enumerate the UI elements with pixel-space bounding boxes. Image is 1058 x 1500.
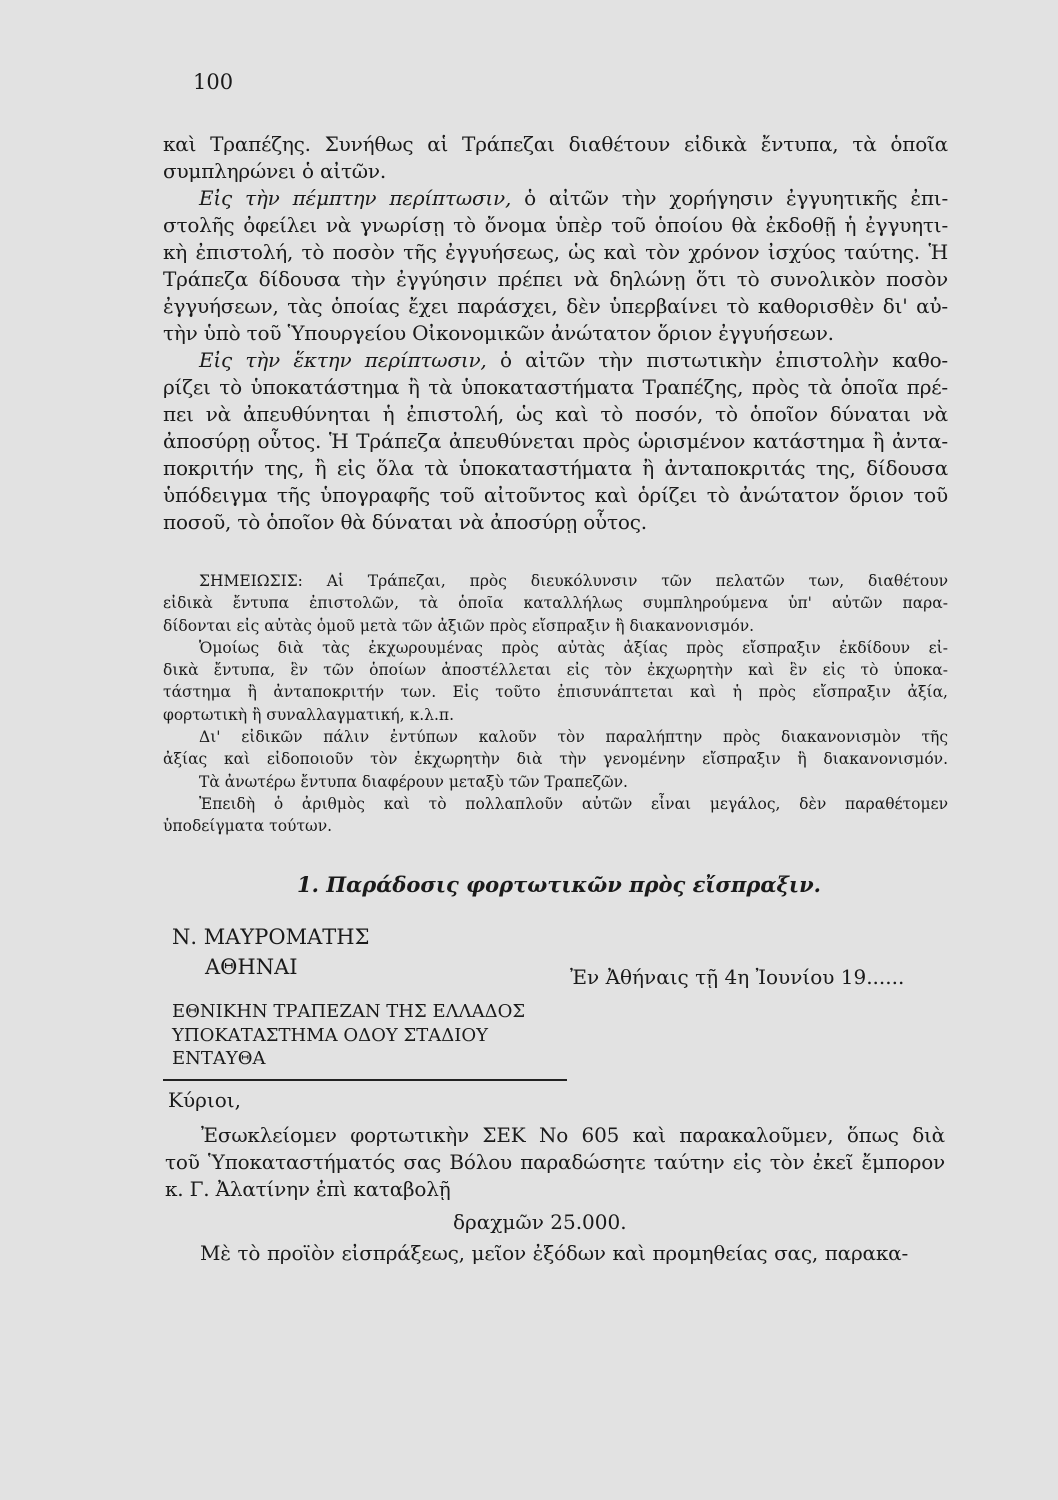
paragraph-intro xyxy=(163,131,948,536)
text-line: συμπληρώνει ὁ αἰτῶν. xyxy=(163,159,387,183)
text-line: κ. Γ. Ἀλατίνην ἐπὶ καταβολῇ xyxy=(165,1177,451,1201)
text-line: πει νὰ ἀπευθύνηται ἡ ἐπιστολή, ὡς καὶ τὸ ποσόν, τὸ ὁποῖον δύναται νὰ xyxy=(163,402,948,426)
text-line: ἀποσύρῃ οὗτος. Ἡ Τράπεζα ἀπευθύνεται πρὸς ὡρισμένον κατάστημα ἢ ἀντα- xyxy=(163,429,948,453)
note-line: Τὰ ἀνωτέρω ἔντυπα διαφέρουν μεταξὺ τῶν Τραπεζῶν. xyxy=(199,772,628,791)
text-line xyxy=(163,347,948,374)
text-line: στολῆς ὀφείλει νὰ γνωρίσῃ τὸ ὄνομα ὑπὲρ τοῦ ὁποίου θὰ ἐκδοθῇ ἡ ἐγγυητι- xyxy=(163,213,948,237)
note-line: Δι' εἰδικῶν πάλιν ἐντύπων καλοῦν τὸν παραλήπτην πρὸς διακανονισμὸν τῆς xyxy=(199,728,948,747)
note-line: Ἐπειδὴ ὁ ἀριθμὸς καὶ τὸ πολλαπλοῦν αὐτῶν εἶναι μεγάλος, δὲν παραθέτομεν xyxy=(199,794,948,813)
note-line: εἰδικὰ ἔντυπα ἐπιστολῶν, τὰ ὁποῖα καταλλήλως συμπληρούμενα ὑπ' αὐτῶν παρα- xyxy=(163,594,948,613)
letter-date: Ἐν Ἀθήναις τῇ 4η Ἰουνίου 19...... xyxy=(570,965,905,989)
note-line: τάστημα ἢ ἀνταποκριτήν των. Εἰς τοῦτο ἐπισυνάπτεται καὶ ἡ πρὸς εἴσπραξιν ἀξία, xyxy=(163,683,948,702)
sender-city: ΑΘΗΝΑΙ xyxy=(205,955,298,979)
note-line: ὑποδείγματα τούτων. xyxy=(163,817,333,836)
notes-section xyxy=(163,570,948,838)
recipient-line: ΕΘΝΙΚΗΝ ΤΡΑΠΕΖΑΝ ΤΗΣ ΕΛΛΑΔΟΣ xyxy=(172,1001,526,1022)
text-line: τοῦ Ὑποκαταστήματός σας Βόλου παραδώσητε ταύτην εἰς τὸν ἐκεῖ ἔμπορον xyxy=(165,1150,945,1174)
text-line: καὶ Τραπέζης. Συνήθως αἱ Τράπεζαι διαθέτουν εἰδικὰ ἔντυπα, τὰ ὁποῖα xyxy=(163,132,948,156)
text-line: Μὲ τὸ προϊὸν εἰσπράξεως, μεῖον ἐξόδων καὶ προμηθείας σας, παρακα- xyxy=(200,1241,908,1265)
note-line: ἀξίας καὶ εἰδοποιοῦν τὸν ἐκχωρητὴν διὰ τὴν γενομένην εἴσπραξιν ἢ διακανονισμόν. xyxy=(163,750,948,769)
text-line: Τράπεζα δίδουσα τὴν ἐγγύησιν πρέπει νὰ δηλώνῃ ὅτι τὸ συνολικὸν ποσὸν xyxy=(163,267,948,291)
italic-lead: Εἰς τὴν ἕκτην περίπτωσιν, xyxy=(199,348,487,372)
recipient-line: ΕΝΤΑΥΘΑ xyxy=(172,1048,266,1069)
sender-name: Ν. ΜΑΥΡΟΜΑΤΗΣ xyxy=(172,925,370,949)
letter-body xyxy=(165,1122,945,1203)
note-line: ΣΗΜΕΙΩΣΙΣ: Αἱ Τράπεζαι, πρὸς διευκόλυνσιν τῶν πελατῶν των, διαθέτουν xyxy=(199,572,948,590)
text-line: ὑπόδειγμα τῆς ὑπογραφῆς τοῦ αἰτοῦντος καὶ ὁρίζει τὸ ἀνώτατον ὅριον τοῦ xyxy=(163,483,948,507)
text-line xyxy=(163,185,948,212)
salutation: Κύριοι, xyxy=(168,1088,241,1112)
text-line: ἐγγυήσεων, τὰς ὁποίας ἔχει παράσχει, δὲν ὑπερβαίνει τὸ καθορισθὲν δι' αὐ- xyxy=(163,294,948,318)
note-line: φορτωτικὴ ἢ συναλλαγματική, κ.λ.π. xyxy=(163,705,455,724)
text-line: Ἐσωκλείομεν φορτωτικὴν ΣΕΚ Νο 605 καὶ παρακαλοῦμεν, ὅπως διὰ xyxy=(201,1123,945,1147)
text-line: ποσοῦ, τὸ ὁποῖον θὰ δύναται νὰ ἀποσύρῃ οὗτος. xyxy=(163,510,647,534)
italic-lead: Εἰς τὴν πέμπτην περίπτωσιν, xyxy=(199,186,512,210)
text-line: κὴ ἐπιστολή, τὸ ποσὸν τῆς ἐγγυήσεως, ὡς καὶ τὸν χρόνον ἰσχύος ταύτης. Ἡ xyxy=(163,240,948,264)
note-line: δικὰ ἔντυπα, ἓν τῶν ὁποίων ἀποστέλλεται εἰς τὸν ἐκχωρητὴν καὶ ἓν εἰς τὸ ὑποκα- xyxy=(163,661,948,680)
letter-closing xyxy=(200,1240,908,1267)
note-line: Ὁμοίως διὰ τὰς ἐκχωρουμένας πρὸς αὐτὰς ἀξίας πρὸς εἴσπραξιν ἐκδίδουν εἰ- xyxy=(199,638,948,657)
note-line: δίδονται εἰς αὐτὰς ὁμοῦ μετὰ τῶν ἀξιῶν πρὸς εἴσπραξιν ἢ διακανονισμόν. xyxy=(163,616,755,635)
text-span: ὁ αἰτῶν τὴν χορήγησιν ἐγγυητικῆς ἐπι- xyxy=(511,186,948,210)
text-line: τὴν ὑπὸ τοῦ Ὑπουργείου Οἰκονομικῶν ἀνώτατον ὅριον ἐγγυήσεων. xyxy=(163,321,834,345)
recipient-line: ΥΠΟΚΑΤΑΣΤΗΜΑ ΟΔΟΥ ΣΤΑΔΙΟΥ xyxy=(172,1025,488,1046)
amount: δραχμῶν 25.000. xyxy=(453,1210,627,1234)
page-number: 100 xyxy=(193,70,234,94)
section-heading: 1. Παράδοσις φορτωτικῶν πρὸς εἴσπραξιν. xyxy=(297,872,821,897)
text-line: ποκριτήν της, ἢ εἰς ὅλα τὰ ὑποκαταστήματα ἢ ἀνταποκριτάς της, δίδουσα xyxy=(163,456,948,480)
divider-line xyxy=(163,1079,567,1081)
text-line: ρίζει τὸ ὑποκατάστημα ἢ τὰ ὑποκαταστήματα Τραπέζης, πρὸς τὰ ὁποῖα πρέ- xyxy=(163,375,948,399)
text-span: ὁ αἰτῶν τὴν πιστωτικὴν ἐπιστολὴν καθο- xyxy=(486,348,948,372)
